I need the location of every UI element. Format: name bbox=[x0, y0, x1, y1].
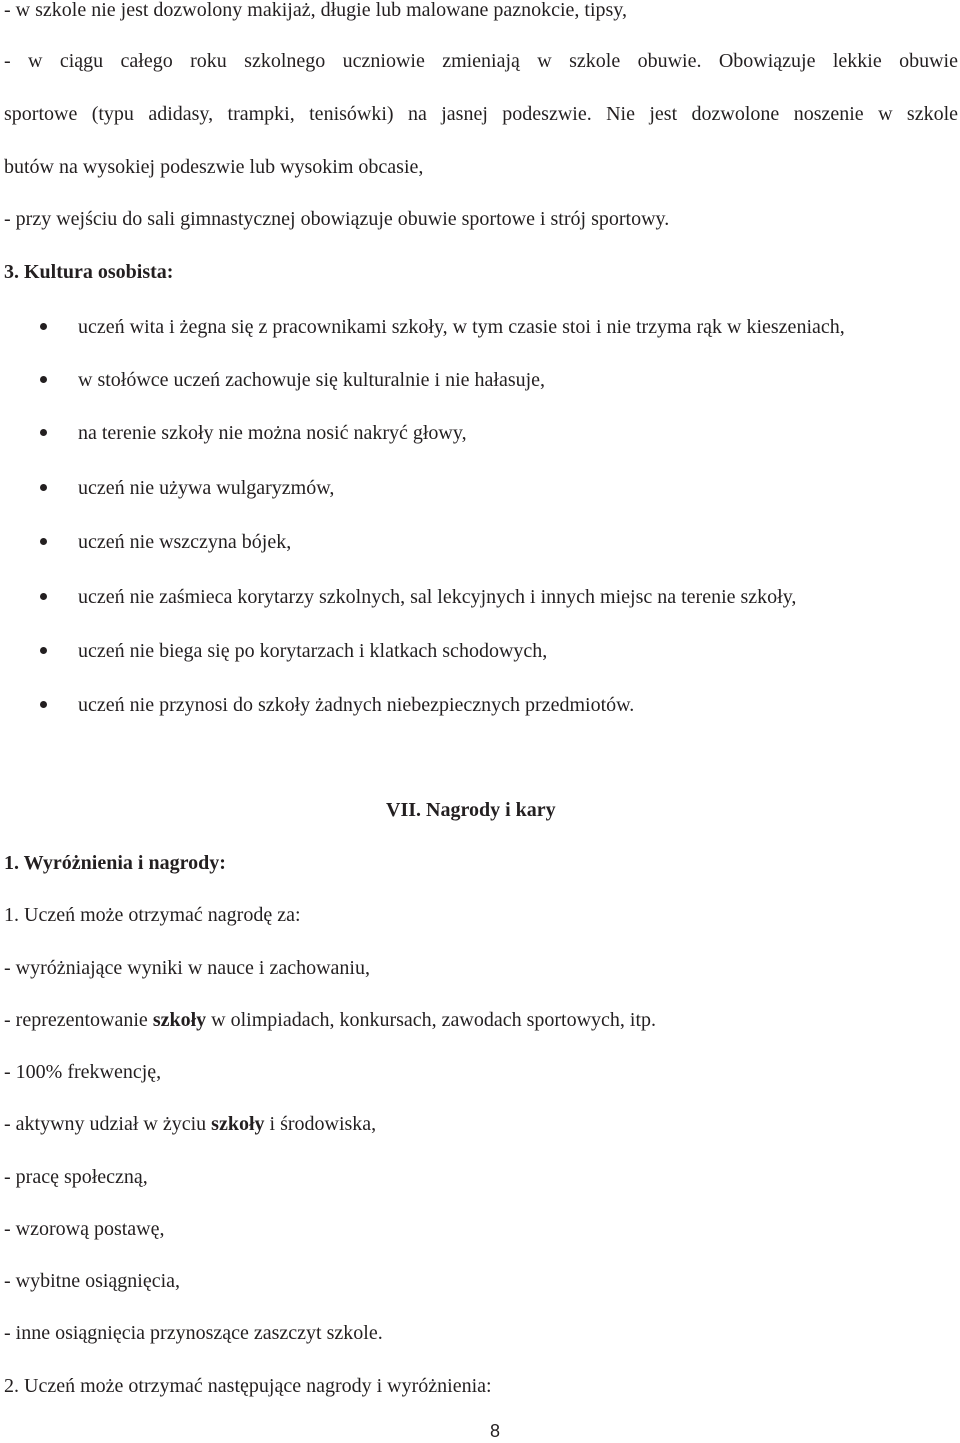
bullet-icon bbox=[40, 701, 47, 708]
bullet-icon bbox=[40, 429, 47, 436]
bullet-icon bbox=[40, 323, 47, 330]
awards-item-emphasis: szkoły bbox=[211, 1113, 265, 1135]
awards-heading: 1. Wyróżnienia i nagrody: bbox=[4, 852, 226, 874]
list-item-text: uczeń nie przynosi do szkoły żadnych niebezpiecznych przedmiotów. bbox=[78, 694, 635, 716]
list-item-text: uczeń wita i żegna się z pracownikami szkoły, w tym czasie stoi i nie trzyma rąk w kieszeniach, bbox=[78, 316, 845, 338]
bullet-icon bbox=[40, 647, 47, 654]
awards-item: - wzorową postawę, bbox=[4, 1218, 165, 1240]
section-title: VII. Nagrody i kary bbox=[386, 799, 556, 821]
awards-item: - wyróżniające wyniki w nauce i zachowaniu, bbox=[4, 957, 370, 979]
list-item-text: uczeń nie wszczyna bójek, bbox=[78, 531, 292, 553]
list-item-text: uczeń nie biega się po korytarzach i klatkach schodowych, bbox=[78, 640, 548, 662]
bullet-icon bbox=[40, 484, 47, 491]
dress-code-line-1: - w szkole nie jest dozwolony makijaż, długie lub malowane paznokcie, tipsy, bbox=[4, 0, 627, 21]
awards-item bbox=[4, 1008, 656, 1032]
awards-item-emphasis: szkoły bbox=[152, 1009, 207, 1031]
culture-heading: 3. Kultura osobista: bbox=[4, 261, 174, 283]
awards-item-text: w olimpiadach, konkursach, zawodach sportowych, itp. bbox=[206, 1009, 657, 1031]
dress-code-line-4: butów na wysokiej podeszwie lub wysokim obcasie, bbox=[4, 156, 424, 178]
awards-item: - 100% frekwencję, bbox=[4, 1061, 162, 1083]
dress-code-line-5: - przy wejściu do sali gimnastycznej obowiązuje obuwie sportowe i strój sportowy. bbox=[4, 208, 670, 230]
bullet-icon bbox=[40, 593, 47, 600]
awards-item: - inne osiągnięcia przynoszące zaszczyt szkole. bbox=[4, 1322, 383, 1344]
awards-item bbox=[4, 1112, 376, 1136]
awards-next: 2. Uczeń może otrzymać następujące nagrody i wyróżnienia: bbox=[4, 1375, 492, 1397]
page-number: 8 bbox=[490, 1421, 501, 1441]
list-item-text: uczeń nie używa wulgaryzmów, bbox=[78, 477, 335, 499]
awards-item-text: - aktywny udział w życiu bbox=[4, 1113, 212, 1135]
list-item-text: uczeń nie zaśmieca korytarzy szkolnych, sal lekcyjnych i innych miejsc na terenie szkoły, bbox=[78, 586, 797, 608]
awards-item-text: - reprezentowanie bbox=[4, 1009, 153, 1031]
dress-code-line-2: - w ciągu całego roku szkolnego uczniowie zmieniają w szkole obuwie. Obowiązuje lekkie obuwie bbox=[4, 50, 958, 72]
list-item-text: w stołówce uczeń zachowuje się kulturalnie i nie hałasuje, bbox=[78, 369, 546, 391]
list-item-text: na terenie szkoły nie można nosić nakryć głowy, bbox=[78, 422, 467, 444]
awards-item: - wybitne osiągnięcia, bbox=[4, 1270, 181, 1292]
awards-item-text: i środowiska, bbox=[264, 1113, 377, 1135]
awards-item: - pracę społeczną, bbox=[4, 1166, 148, 1188]
bullet-icon bbox=[40, 376, 47, 383]
awards-intro: 1. Uczeń może otrzymać nagrodę za: bbox=[4, 904, 301, 926]
dress-code-line-3: sportowe (typu adidasy, trampki, tenisówki) na jasnej podeszwie. Nie jest dozwolone noszenie w szkole bbox=[4, 103, 958, 125]
bullet-icon bbox=[40, 538, 47, 545]
